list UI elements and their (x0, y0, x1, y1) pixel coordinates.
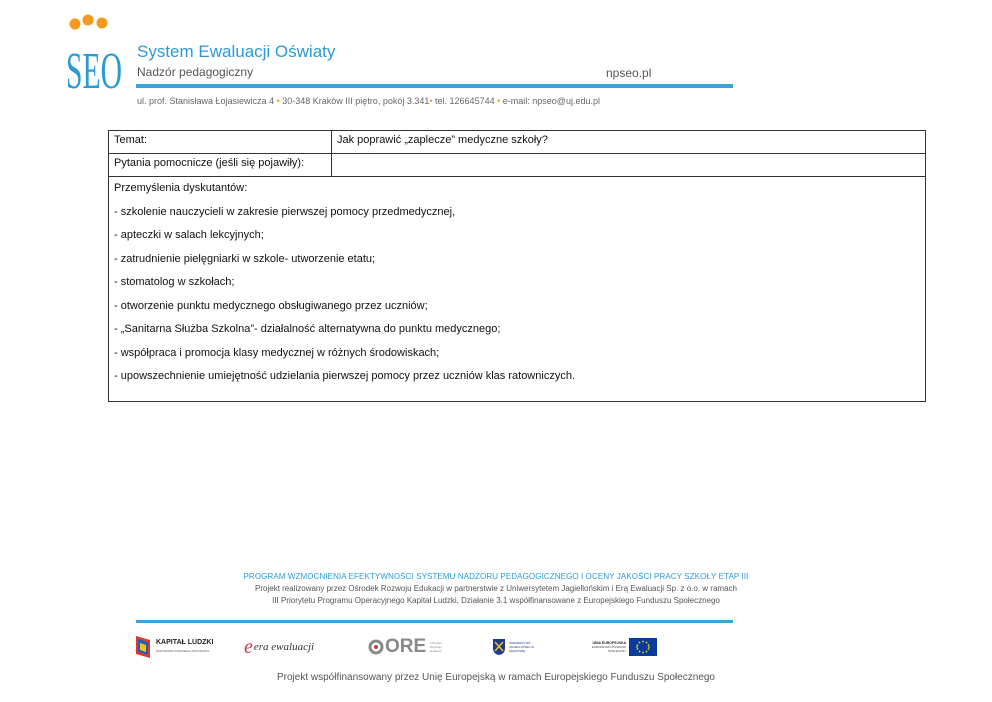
kapital-ludzki-subtext: NARODOWA STRATEGIA SPÓJNOŚCI (156, 649, 210, 653)
topic-value: Jak poprawić „zaplecze” medyczne szkoły? (332, 131, 926, 154)
thoughts-label: Przemyślenia dyskutantów: (114, 182, 248, 194)
ore-logo (368, 632, 450, 662)
uj-text: UNIWERSYTET JAGIELLOŃSKI W KRAKOWIE (509, 641, 535, 653)
list-item: - zatrudnienie pielęgniarki w szkole- utworzenie etatu; (114, 252, 376, 265)
bullet-icon: • (429, 96, 433, 106)
questions-value (332, 154, 926, 177)
list-item: - współpraca i promocja klasy medycznej w różnych środowiskach; (114, 346, 440, 359)
logo-text: SEO (66, 43, 122, 100)
list-item: - stomatolog w szkołach; (114, 276, 235, 288)
list-item: - szkolenie nauczycieli w zakresie pierwszej pomocy przedmedycznej, (114, 205, 456, 218)
partner-logos (136, 632, 736, 662)
footer-line-2: III Priorytetu Programu Operacyjnego Kapitał Ludzki, Działanie 3.1 współfinansowane z Europejskiego Funduszu Społecznego (272, 596, 720, 605)
table-row (109, 177, 926, 402)
ore-subtext: Ośrodek Rozwoju Edukacji (430, 641, 442, 653)
kapital-ludzki-icon (136, 636, 150, 658)
address-city: 30-348 Kraków III piętro, pokój 3.341 (282, 96, 430, 106)
org-url[interactable]: npseo.pl (606, 66, 652, 80)
list-item: - upowszechnienie umiejętność udzielania pierwszej pomocy przez uczniów klas ratowniczych. (114, 370, 575, 382)
org-subtitle: Nadzór pedagogiczny (137, 65, 254, 79)
address-street: ul. prof. Stanisława Łojasiewicza 4 (137, 96, 275, 106)
era-ewaluacji-logo (244, 632, 314, 662)
ore-text: ORE (385, 636, 427, 657)
ue-subtext: EUROPEJSKI FUNDUSZ SPOŁECZNY (591, 645, 626, 653)
discussion-form-table (108, 130, 926, 402)
bullet-icon: • (276, 96, 280, 106)
kapital-ludzki-text: KAPITAŁ LUDZKI (156, 639, 214, 646)
list-item: - otworzenie punktu medycznego obsługiwanego przez uczniów; (114, 299, 428, 312)
list-item: - apteczki w salach lekcyjnych; (114, 229, 264, 241)
era-swirl-icon: e (244, 636, 253, 658)
address-phone: tel. 126645744 (435, 96, 495, 106)
questions-label: Pytania pomocnicze (jeśli się pojawiły): (109, 154, 332, 177)
eu-flag-icon (629, 638, 657, 656)
ue-logo (580, 632, 657, 662)
era-ewaluacji-text: era ewaluacji (253, 641, 315, 653)
footer-divider (136, 620, 733, 623)
header-divider (136, 84, 733, 88)
seo-logo (66, 14, 124, 100)
cofinancing-note: Projekt współfinansowany przez Unię Europejską w ramach Europejskiego Funduszu Społecznego (276, 672, 715, 683)
program-title: PROGRAM WZMOCNIENIA EFEKTYWNOŚCI SYSTEMU NADZORU PEDAGOGICZNEGO I OCENY JAKOŚCI PRACY SZKOŁY ETAP III (243, 572, 749, 581)
bullet-icon: • (497, 96, 501, 106)
ore-circle-icon (368, 639, 384, 655)
address-line (137, 96, 600, 106)
table-row (109, 131, 926, 154)
topic-label: Temat: (109, 131, 332, 154)
ue-text: UNIA EUROPEJSKA (592, 641, 626, 645)
thoughts-cell (109, 177, 926, 402)
list-item: - „Sanitarna Służba Szkolna”- działalność alternatywna do punktu medycznego; (114, 323, 501, 335)
address-email[interactable]: e-mail: npseo@uj.edu.pl (502, 96, 600, 106)
uj-logo (492, 632, 547, 662)
org-name: System Ewaluacji Oświaty (137, 42, 336, 61)
footer-line-1: Projekt realizowany przez Ośrodek Rozwoju Edukacji w partnerstwie z Uniwersytetem Jagiellońskim i Erą Ewaluacji Sp. z o.o. w ramach (255, 584, 737, 593)
table-row (109, 154, 926, 177)
uj-crest-icon (492, 638, 506, 656)
kapital-ludzki-logo (136, 632, 213, 662)
